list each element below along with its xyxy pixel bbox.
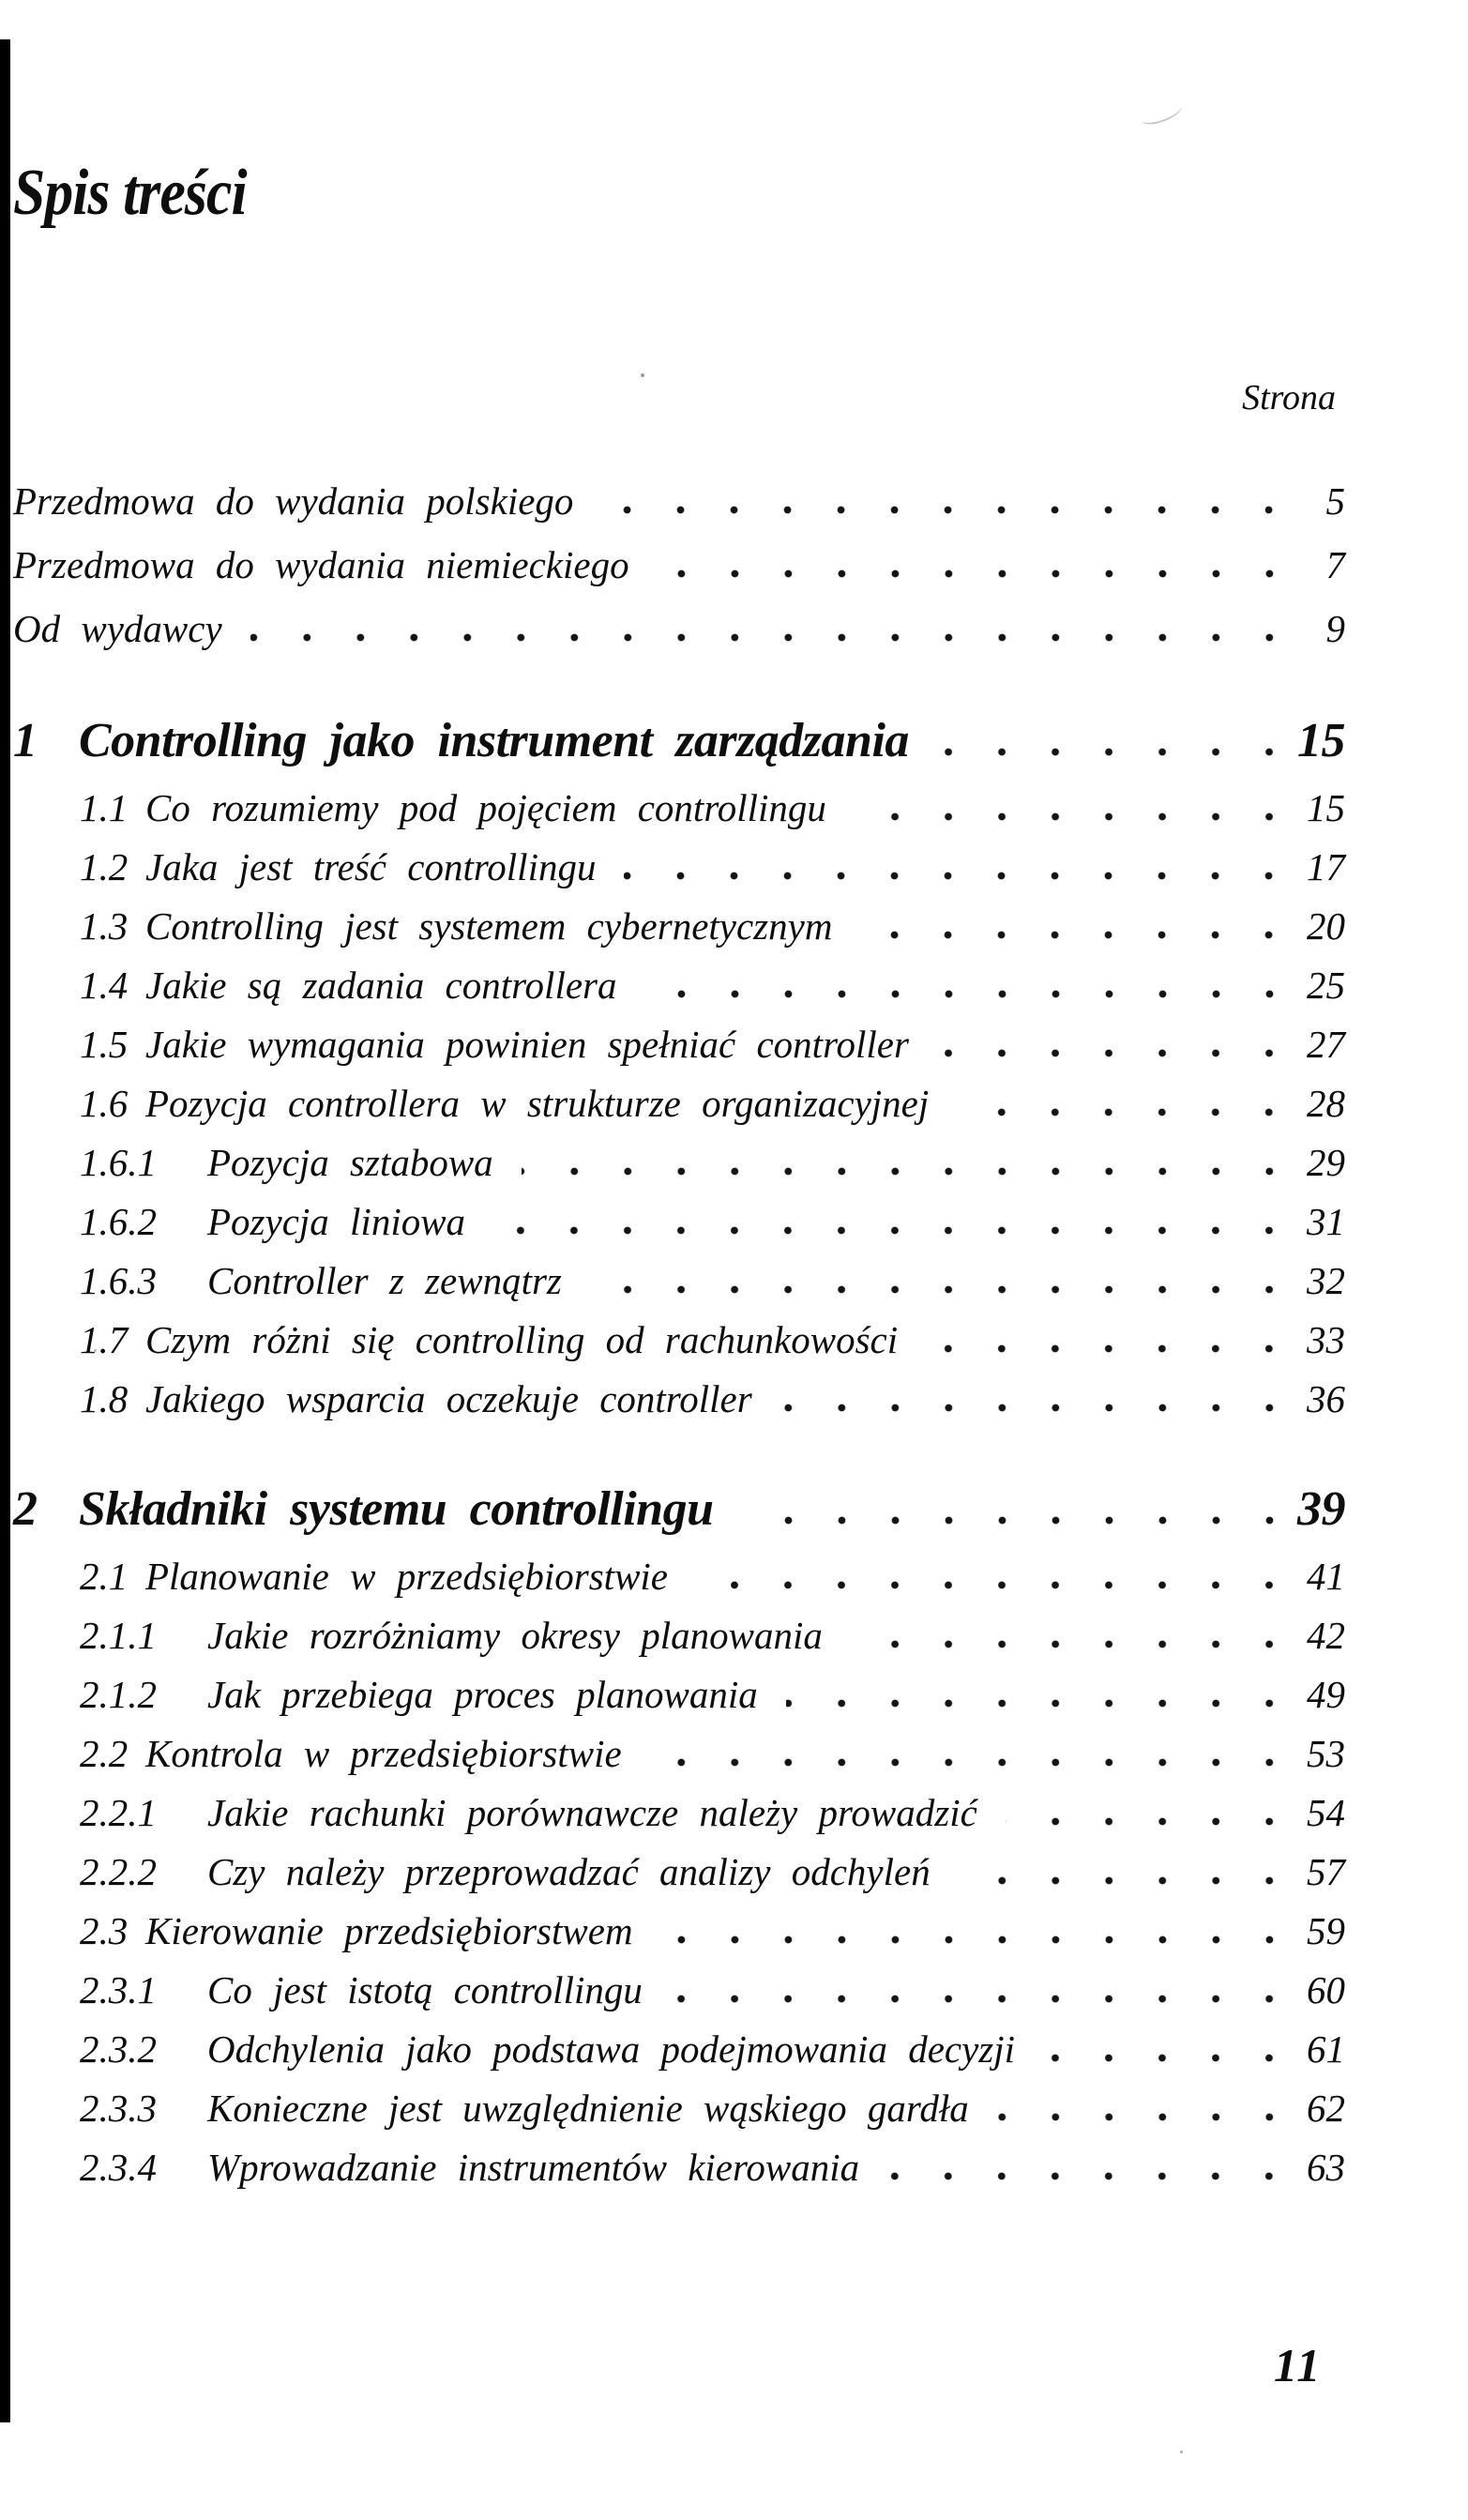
toc-entry-number: 2.2.1 bbox=[80, 1791, 157, 1834]
toc-entry-row bbox=[13, 1252, 1345, 1311]
toc-entry-label: Odchylenia jako podstawa podejmowania decyzji bbox=[207, 2027, 1016, 2071]
toc-entry-label: Jakiego wsparcia oczekuje controller bbox=[145, 1377, 752, 1420]
scan-mark bbox=[1138, 98, 1185, 128]
toc-front-matter-row bbox=[13, 597, 1345, 660]
toc-entry-row bbox=[13, 1370, 1345, 1429]
toc-entry-label: Konieczne jest uwzględnienie wąskiego gardła bbox=[207, 2087, 969, 2130]
toc-entry-page: 9 bbox=[1325, 607, 1345, 650]
toc-entry-page: 62 bbox=[1307, 2087, 1345, 2130]
toc-entry-row bbox=[13, 1133, 1345, 1192]
toc-entry-page: 15 bbox=[1307, 786, 1345, 829]
dot-leader bbox=[959, 1876, 1274, 1885]
toc-entry-label: Jak przebiega proces planowania bbox=[207, 1673, 758, 1716]
toc-entry-label: Co jest istotą controllingu bbox=[207, 1968, 643, 2011]
toc-entry-number: 2.1 bbox=[80, 1555, 129, 1598]
toc-entry-number: 2.1.2 bbox=[80, 1673, 157, 1716]
toc-entry-label: Czym różni się controlling od rachunkowości bbox=[145, 1318, 899, 1361]
toc-entry-row bbox=[13, 2138, 1345, 2197]
toc-entry-row bbox=[13, 1902, 1345, 1961]
page-column-header: Strona bbox=[1242, 378, 1336, 417]
toc-front-matter-row bbox=[13, 533, 1345, 597]
dot-leader bbox=[957, 1108, 1274, 1116]
toc-entry-page: 57 bbox=[1307, 1850, 1345, 1893]
toc-entry-label: Składniki systemu controllingu bbox=[79, 1482, 714, 1536]
dot-leader bbox=[671, 1995, 1274, 2003]
toc-entry-page: 61 bbox=[1307, 2027, 1345, 2071]
toc-entry-row bbox=[13, 2079, 1345, 2138]
dot-leader bbox=[887, 2172, 1274, 2180]
toc-entry-page: 28 bbox=[1307, 1082, 1345, 1125]
dot-leader bbox=[851, 1640, 1274, 1648]
toc-entry-number: 2.2.2 bbox=[80, 1850, 157, 1893]
toc-entry-label: Kontrola w przedsiębiorstwie bbox=[145, 1732, 622, 1775]
toc-entry-row bbox=[13, 1192, 1345, 1252]
toc-entry-number: 1.6 bbox=[80, 1082, 129, 1125]
toc-entry-page: 63 bbox=[1307, 2146, 1345, 2189]
toc-entry-number: 1.7 bbox=[80, 1318, 129, 1361]
toc-entry-page: 17 bbox=[1307, 845, 1345, 888]
toc-entry-row bbox=[13, 897, 1345, 956]
toc-entry-number: 1.1 bbox=[80, 786, 129, 829]
toc-entry-row bbox=[13, 1015, 1345, 1074]
toc-entry-number: 2.3.3 bbox=[80, 2087, 157, 2130]
front-matter-list bbox=[13, 469, 1345, 660]
toc-entry-page: 31 bbox=[1307, 1200, 1345, 1243]
dot-leader bbox=[522, 1167, 1274, 1176]
toc-entry-label: Jakie są zadania controllera bbox=[145, 964, 617, 1007]
toc-entry-row bbox=[13, 1784, 1345, 1843]
toc-entry-label: Planowanie w przedsiębiorstwie bbox=[145, 1555, 668, 1598]
toc-entry-page: 32 bbox=[1307, 1259, 1345, 1302]
toc-entry-number: 1.6.1 bbox=[80, 1141, 157, 1184]
toc-entry-row bbox=[13, 2020, 1345, 2079]
toc-entry-page: 49 bbox=[1307, 1673, 1345, 1716]
dot-leader bbox=[590, 1285, 1274, 1294]
toc-entry-number: 1.6.2 bbox=[80, 1200, 157, 1243]
toc-entry-label: Controlling jest systemem cybernetycznym bbox=[145, 904, 833, 948]
toc-entry-row bbox=[13, 1843, 1345, 1902]
toc-entry-label: Jaka jest treść controllingu bbox=[145, 845, 597, 888]
toc-entry-label: Jakie rozróżniamy okresy planowania bbox=[207, 1614, 823, 1657]
dot-leader bbox=[250, 633, 1274, 642]
dot-leader bbox=[937, 748, 1274, 756]
toc-entry-label: Pozycja sztabowa bbox=[207, 1141, 493, 1184]
page-title: Spis treści bbox=[13, 157, 247, 229]
toc-entry-row bbox=[13, 838, 1345, 897]
toc-entry-page: 33 bbox=[1307, 1318, 1345, 1361]
toc-entry-row bbox=[13, 779, 1345, 838]
toc-chapter-row bbox=[13, 704, 1345, 779]
toc-entry-row bbox=[13, 1074, 1345, 1133]
toc-entry-number: 1.2 bbox=[80, 845, 129, 888]
toc-entry-page: 20 bbox=[1307, 904, 1345, 948]
toc-entry-label: Czy należy przeprowadzać analizy odchyleń bbox=[207, 1850, 931, 1893]
toc-entry-row bbox=[13, 1665, 1345, 1724]
toc-entry-label: Kierowanie przedsiębiorstwem bbox=[145, 1909, 633, 1952]
toc-entry-page: 15 bbox=[1297, 714, 1345, 767]
toc-entry-label: Jakie wymagania powinien spełniać controller bbox=[145, 1023, 909, 1066]
toc-entry-number: 1.3 bbox=[80, 904, 129, 948]
page-number: 11 bbox=[1274, 2339, 1323, 2391]
toc-entry-row bbox=[13, 956, 1345, 1015]
toc-entry-label: Jakie rachunki porównawcze należy prowadzić bbox=[207, 1791, 977, 1834]
dot-leader bbox=[997, 2113, 1274, 2121]
dot-leader bbox=[786, 1699, 1274, 1708]
toc-entry-number: 2.3 bbox=[80, 1909, 129, 1952]
toc-entry-label: Controller z zewnątrz bbox=[207, 1259, 562, 1302]
dot-leader bbox=[926, 1344, 1274, 1353]
toc-entry-number: 1.6.3 bbox=[80, 1259, 157, 1302]
toc-entry-number: 1.4 bbox=[80, 964, 129, 1007]
table-of-contents bbox=[13, 469, 1345, 2197]
toc-entry-row bbox=[13, 1961, 1345, 2020]
toc-entry-page: 7 bbox=[1325, 543, 1345, 586]
toc-entry-label: Wprowadzanie instrumentów kierowania bbox=[207, 2146, 860, 2189]
toc-entry-label: Co rozumiemy pod pojęciem controllingu bbox=[145, 786, 826, 829]
dot-leader bbox=[1006, 1817, 1274, 1826]
toc-entry-number: 2 bbox=[13, 1482, 38, 1536]
toc-chapter-row bbox=[13, 1472, 1345, 1547]
dot-leader bbox=[624, 872, 1274, 880]
toc-entry-number: 2.1.1 bbox=[80, 1614, 157, 1657]
dot-leader bbox=[1043, 2054, 1274, 2062]
dot-leader bbox=[780, 1404, 1274, 1412]
toc-entry-row bbox=[13, 1311, 1345, 1370]
dot-leader bbox=[696, 1581, 1274, 1589]
toc-entry-page: 39 bbox=[1297, 1482, 1345, 1536]
dot-leader bbox=[937, 1049, 1274, 1057]
toc-entry-number: 2.3.4 bbox=[80, 2146, 157, 2189]
dot-leader bbox=[661, 1936, 1274, 1944]
toc-entry-row bbox=[13, 1606, 1345, 1665]
scan-speck bbox=[1180, 2451, 1183, 2453]
dot-leader bbox=[742, 1516, 1275, 1525]
toc-entry-number: 2.3.1 bbox=[80, 1968, 157, 2011]
dot-leader bbox=[493, 1226, 1274, 1235]
dot-leader bbox=[855, 812, 1274, 821]
toc-entry-page: 42 bbox=[1307, 1614, 1345, 1657]
toc-entry-row bbox=[13, 1547, 1345, 1606]
toc-entry-number: 1.5 bbox=[80, 1023, 129, 1066]
chapter-list bbox=[13, 704, 1345, 2197]
toc-entry-label: Controlling jako instrument zarządzania bbox=[79, 714, 909, 767]
toc-front-matter-row bbox=[13, 469, 1345, 533]
toc-entry-page: 27 bbox=[1307, 1023, 1345, 1066]
toc-entry-page: 54 bbox=[1307, 1791, 1345, 1834]
toc-entry-page: 60 bbox=[1307, 1968, 1345, 2011]
toc-entry-page: 29 bbox=[1307, 1141, 1345, 1184]
toc-entry-label: Przedmowa do wydania polskiego bbox=[13, 479, 574, 523]
toc-entry-number: 1.8 bbox=[80, 1377, 129, 1420]
toc-entry-label: Pozycja controllera w strukturze organizacyjnej bbox=[145, 1082, 930, 1125]
toc-entry-number: 1 bbox=[13, 714, 38, 767]
toc-entry-page: 5 bbox=[1325, 479, 1345, 523]
toc-entry-row bbox=[13, 1724, 1345, 1784]
toc-entry-label: Pozycja liniowa bbox=[207, 1200, 466, 1243]
toc-entry-page: 53 bbox=[1307, 1732, 1345, 1775]
dot-leader bbox=[658, 569, 1274, 578]
toc-entry-page: 41 bbox=[1307, 1555, 1345, 1598]
dot-leader bbox=[860, 931, 1274, 939]
toc-entry-label: Od wydawcy bbox=[13, 607, 222, 650]
dot-leader bbox=[601, 506, 1274, 514]
dot-leader bbox=[650, 1758, 1274, 1767]
dot-leader bbox=[645, 990, 1275, 998]
toc-entry-number: 2.2 bbox=[80, 1732, 129, 1775]
toc-entry-page: 36 bbox=[1307, 1377, 1345, 1420]
toc-entry-number: 2.3.2 bbox=[80, 2027, 157, 2071]
toc-entry-label: Przedmowa do wydania niemieckiego bbox=[13, 543, 629, 586]
toc-entry-page: 25 bbox=[1307, 964, 1345, 1007]
toc-entry-page: 59 bbox=[1307, 1909, 1345, 1952]
